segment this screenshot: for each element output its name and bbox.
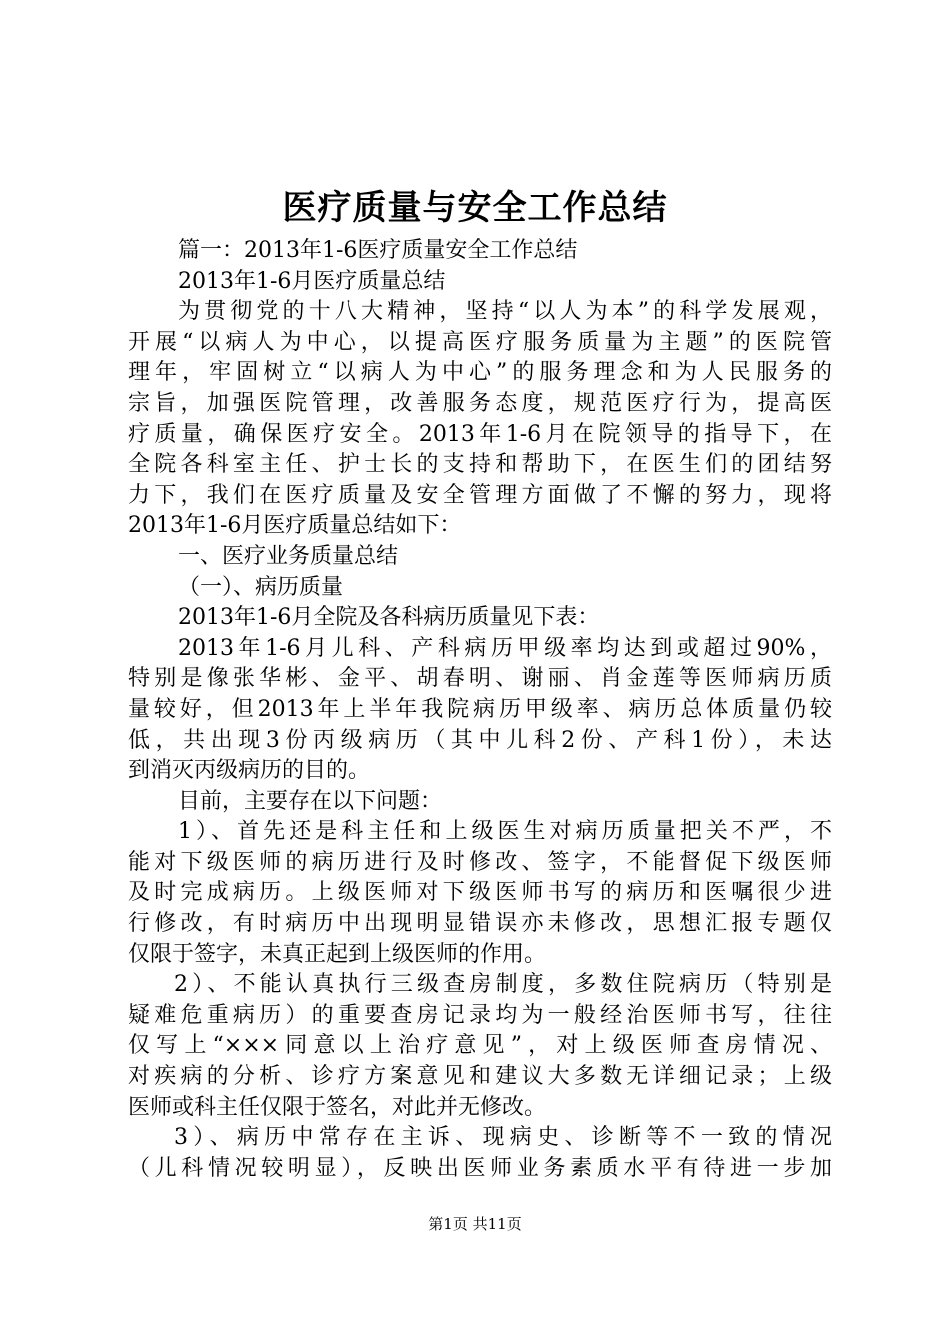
text-line: 2013年1-6月全院及各科病历质量见下表： <box>178 605 600 631</box>
text-line: 2013年1-6月医疗质量总结如下： <box>128 513 462 539</box>
text-line: 2）、不能认真执行三级查房制度，多数住院病历（特别是 <box>174 972 832 998</box>
text-line: 仅限于签字，未真正起到上级医师的作用。 <box>128 941 547 967</box>
text-line: 量较好，但2013年上半年我院病历甲级率、病历总体质量仍较 <box>128 696 832 722</box>
text-line: 篇一：2013年1-6医疗质量安全工作总结 <box>178 238 578 263</box>
text-line: 3）、病历中常存在主诉、现病史、诊断等不一致的情况 <box>174 1125 832 1151</box>
text-line: 开展“以病人为中心，以提高医疗服务质量为主题”的医院管 <box>128 329 832 355</box>
text-line: 目前，主要存在以下问题： <box>178 788 443 814</box>
text-line: 低，共出现3份丙级病历（其中儿科2份、产科1份），未达 <box>128 727 832 753</box>
text-line: 为贯彻党的十八大精神，坚持“以人为本”的科学发展观， <box>178 299 832 325</box>
text-line: 仅写上“×××同意以上治疗意见”，对上级医师查房情况、 <box>128 1033 832 1059</box>
text-line: 2013年1-6月儿科、产科病历甲级率均达到或超过90%， <box>178 635 832 661</box>
text-line: 1）、首先还是科主任和上级医生对病历质量把关不严，不 <box>178 819 832 845</box>
text-line: 能对下级医师的病历进行及时修改、签字，不能督促下级医师 <box>128 849 832 875</box>
text-line: 特别是像张华彬、金平、胡春明、谢丽、肖金莲等医师病历质 <box>128 666 832 692</box>
text-line: 力下，我们在医疗质量及安全管理方面做了不懈的努力，现将 <box>128 482 832 508</box>
text-line: 到消灭丙级病历的目的。 <box>128 758 371 784</box>
document-title: 医疗质量与安全工作总结 <box>282 188 668 228</box>
text-line: 一、医疗业务质量总结 <box>178 543 399 569</box>
text-line: 疑难危重病历）的重要查房记录均为一般经治医师书写，往往 <box>128 1002 832 1028</box>
page-footer: 第1页 共11页 <box>428 1215 522 1233</box>
text-line: 对疾病的分析、诊疗方案意见和建议大多数无详细记录；上级 <box>128 1064 832 1090</box>
text-line: 2013年1-6月医疗质量总结 <box>178 268 446 294</box>
text-line: 理年，牢固树立“以病人为中心”的服务理念和为人民服务的 <box>128 360 832 386</box>
text-line: （一）、病历质量 <box>178 574 344 600</box>
text-line: （儿科情况较明显），反映出医师业务素质水平有待进一步加 <box>128 1155 832 1181</box>
text-line: 宗旨，加强医院管理，改善服务态度，规范医疗行为，提高医 <box>128 390 832 416</box>
text-line: 全院各科室主任、护士长的支持和帮助下，在医生们的团结努 <box>128 452 832 478</box>
document-body <box>128 236 832 1184</box>
text-line: 疗质量，确保医疗安全。2013年1-6月在院领导的指导下，在 <box>128 421 832 447</box>
text-line: 及时完成病历。上级医师对下级医师书写的病历和医嘱很少进 <box>128 880 832 906</box>
text-line: 行修改，有时病历中出现明显错误亦未修改，思想汇报专题仅 <box>128 911 832 937</box>
text-line: 医师或科主任仅限于签名，对此并无修改。 <box>128 1094 547 1120</box>
